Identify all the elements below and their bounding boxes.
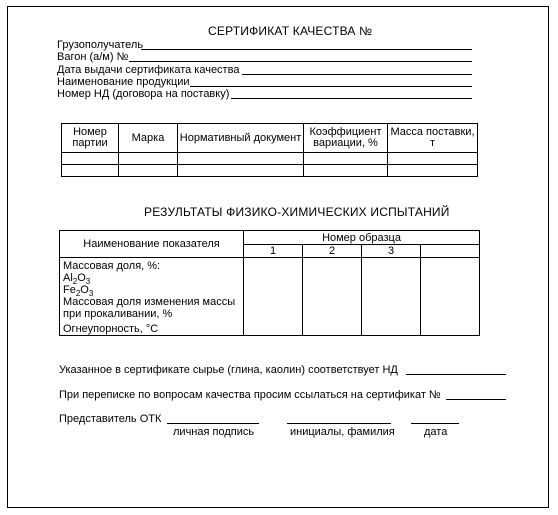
table-cell[interactable] — [178, 165, 304, 177]
batch-table — [61, 123, 478, 177]
header-delivery-mass: Масса поставки, т — [388, 124, 478, 153]
product-name-label: Наименование продукции — [57, 76, 190, 88]
certificate-number-line[interactable] — [446, 399, 506, 400]
table-cell[interactable] — [304, 165, 388, 177]
sample-number: 3 — [362, 245, 421, 258]
table-cell[interactable] — [388, 153, 478, 165]
indicator-list — [60, 258, 244, 336]
table-cell[interactable] — [62, 153, 119, 165]
product-name-line[interactable] — [190, 86, 472, 87]
correspondence-statement: При переписке по вопросам качества просим ссылаться на сертификат № — [59, 389, 441, 401]
table-cell[interactable] — [388, 165, 478, 177]
test-results-table — [59, 230, 480, 336]
issue-date-label: Дата выдачи сертификата качества — [57, 64, 240, 76]
header-grade: Марка — [119, 124, 178, 153]
consignee-line[interactable] — [141, 49, 472, 50]
signature-caption: личная подпись — [173, 426, 255, 438]
conformity-nd-line[interactable] — [406, 374, 506, 375]
mass-change-label: Массовая доля изменения массы — [63, 296, 236, 308]
table-cell[interactable] — [62, 165, 119, 177]
result-cell[interactable] — [303, 258, 362, 336]
header-batch-number: Номер партии — [62, 124, 119, 153]
issue-date-line[interactable] — [242, 74, 472, 75]
signature-line[interactable] — [167, 423, 259, 424]
result-cell[interactable] — [362, 258, 421, 336]
header-normative-document: Нормативный документ — [178, 124, 304, 153]
table-cell[interactable] — [304, 153, 388, 165]
table-cell[interactable] — [119, 153, 178, 165]
sample-number: 2 — [303, 245, 362, 258]
table-row — [62, 165, 478, 177]
header-sample-number: Номер образца — [244, 231, 480, 245]
al2o3-label: $Al_2O_3$ — [63, 272, 91, 286]
mass-change-label-cont: при прокаливании, % — [63, 308, 173, 320]
header-indicator-name: Наименование показателя — [60, 231, 244, 258]
name-caption: инициалы, фамилия — [290, 426, 395, 438]
sample-number: 1 — [244, 245, 303, 258]
date-caption: дата — [424, 426, 448, 438]
wagon-line[interactable] — [129, 61, 472, 62]
table-cell[interactable] — [178, 153, 304, 165]
qc-representative-label: Представитель ОТК — [59, 413, 162, 425]
fe2o3-label: $Fe_2O_3$ — [63, 284, 94, 298]
wagon-label: Вагон (а/м) № — [57, 51, 129, 63]
batch-table-header-row — [62, 124, 478, 153]
header-variation-coefficient: Коэффициент вариации, % — [304, 124, 388, 153]
certificate-title: СЕРТИФИКАТ КАЧЕСТВА № — [208, 24, 373, 38]
name-line[interactable] — [287, 423, 391, 424]
nd-number-line[interactable] — [231, 98, 472, 99]
consignee-label: Грузополучатель — [57, 39, 144, 51]
result-cell[interactable] — [421, 258, 480, 336]
refractoriness-label: Огнеупорность, °С — [63, 323, 159, 335]
mass-fraction-label: Массовая доля, %: — [63, 260, 161, 272]
date-line[interactable] — [411, 423, 459, 424]
table-cell[interactable] — [119, 165, 178, 177]
section-title: РЕЗУЛЬТАТЫ ФИЗИКО-ХИМИЧЕСКИХ ИСПЫТАНИЙ — [144, 205, 450, 219]
results-header-row — [60, 231, 480, 245]
sample-number — [421, 245, 480, 258]
results-body-row — [60, 258, 480, 336]
nd-number-label: Номер НД (договора на поставку) — [57, 88, 230, 100]
result-cell[interactable] — [244, 258, 303, 336]
table-row — [62, 153, 478, 165]
conformity-statement: Указанное в сертификате сырье (глина, каолин) соответствует НД — [59, 364, 398, 376]
